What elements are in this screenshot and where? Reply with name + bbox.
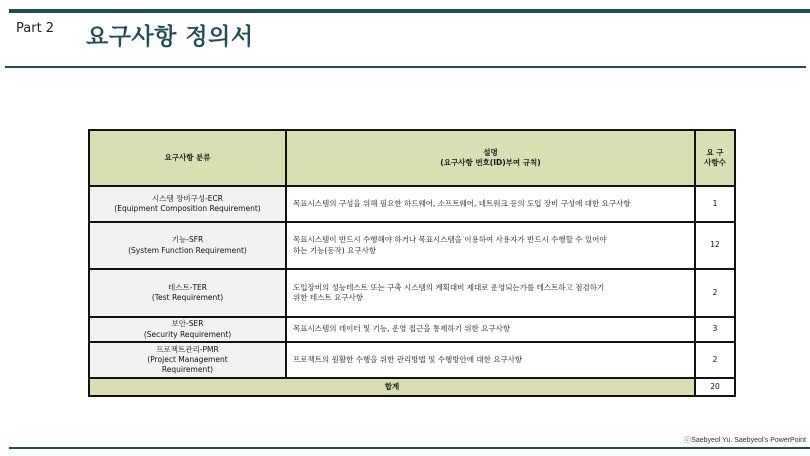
- row-count: 12: [695, 222, 735, 269]
- row-category-sub: (Test Requirement): [151, 293, 224, 302]
- row-category-name: 프로젝트관리-PMR: [156, 344, 219, 354]
- total-count: 20: [695, 378, 735, 396]
- row-description-line: 프로젝트의 원활한 수행을 위한 관리방법 및 수행방안에 대한 요구사항: [293, 354, 523, 364]
- header-count-line2: 사항수: [704, 158, 726, 167]
- row-category: [89, 269, 286, 317]
- row-category-sub: (Equipment Composition Requirement): [114, 204, 261, 213]
- row-count: 2: [695, 269, 735, 317]
- row-category-name: 보안-SER: [171, 319, 204, 329]
- row-count: 3: [695, 317, 735, 342]
- row-description-line: 목표시스템의 데이터 및 기능, 운영 접근을 통제하기 위한 요구사항: [293, 324, 511, 334]
- row-category: [89, 222, 286, 269]
- row-description-line: 목표시스템이 반드시 수행해야 하거나 목표시스템을 이용하여 사용자가 반드시 수행할 수 있어야: [293, 235, 607, 245]
- row-category: [89, 186, 286, 222]
- row-description: [286, 269, 695, 317]
- table-row: [89, 269, 735, 317]
- total-row: [89, 378, 735, 396]
- row-description-line: 위한 테스트 요구사항: [293, 293, 363, 302]
- header-description-sub: (요구사항 번호(ID)부여 규칙): [440, 158, 541, 167]
- header-description-title: 설명: [483, 147, 498, 157]
- row-description-line: 하는 기능(동작) 요구사항: [293, 245, 377, 255]
- header-divider: [5, 66, 806, 68]
- header-count-line1: 요 구: [706, 147, 724, 157]
- header-category: 요구사항 분류: [89, 130, 286, 186]
- row-count: 2: [695, 342, 735, 378]
- table-row: [89, 222, 735, 269]
- row-count: 1: [695, 186, 735, 222]
- row-category: [89, 317, 286, 342]
- row-category-sub2: Requirement): [161, 365, 214, 375]
- table-row: [89, 317, 735, 342]
- row-description: [286, 342, 695, 378]
- header-count: [695, 130, 735, 186]
- footer-divider: [9, 447, 810, 449]
- row-description: [286, 222, 695, 269]
- copyright: ⓒSaebyeol Yu. Saebyeol's PowerPoint: [684, 437, 806, 444]
- row-description: [286, 317, 695, 342]
- table-row: [89, 342, 735, 378]
- row-category-sub: (Project Management: [147, 354, 228, 364]
- top-rule: [9, 9, 810, 13]
- row-category-sub: (System Function Requirement): [128, 245, 247, 255]
- row-category-name: 기능-SFR: [171, 235, 204, 245]
- row-category-sub: (Security Requirement): [143, 329, 232, 339]
- total-label: 합계: [89, 378, 695, 396]
- row-category-name: 시스템 장비구성-ECR: [152, 193, 223, 203]
- row-category-name: 테스트-TER: [168, 282, 207, 292]
- row-description-line: 목표시스템의 구성을 위해 필요한 하드웨어, 소프트웨어, 네트워크 등의 도입 장비 구성에 대한 요구사항: [293, 198, 631, 208]
- page-title: 요구사항 정의서: [86, 24, 254, 50]
- row-description: [286, 186, 695, 222]
- table-header-row: [89, 130, 735, 186]
- requirements-table: [88, 129, 736, 397]
- row-category: [89, 342, 286, 378]
- header-description: [286, 130, 695, 186]
- row-description-line: 도입장비의 성능테스트 또는 구축 시스템의 계획대비 제대로 운영되는가를 테스트하고 점검하기: [293, 282, 605, 292]
- part-label: Part 2: [16, 21, 55, 36]
- table-row: [89, 186, 735, 222]
